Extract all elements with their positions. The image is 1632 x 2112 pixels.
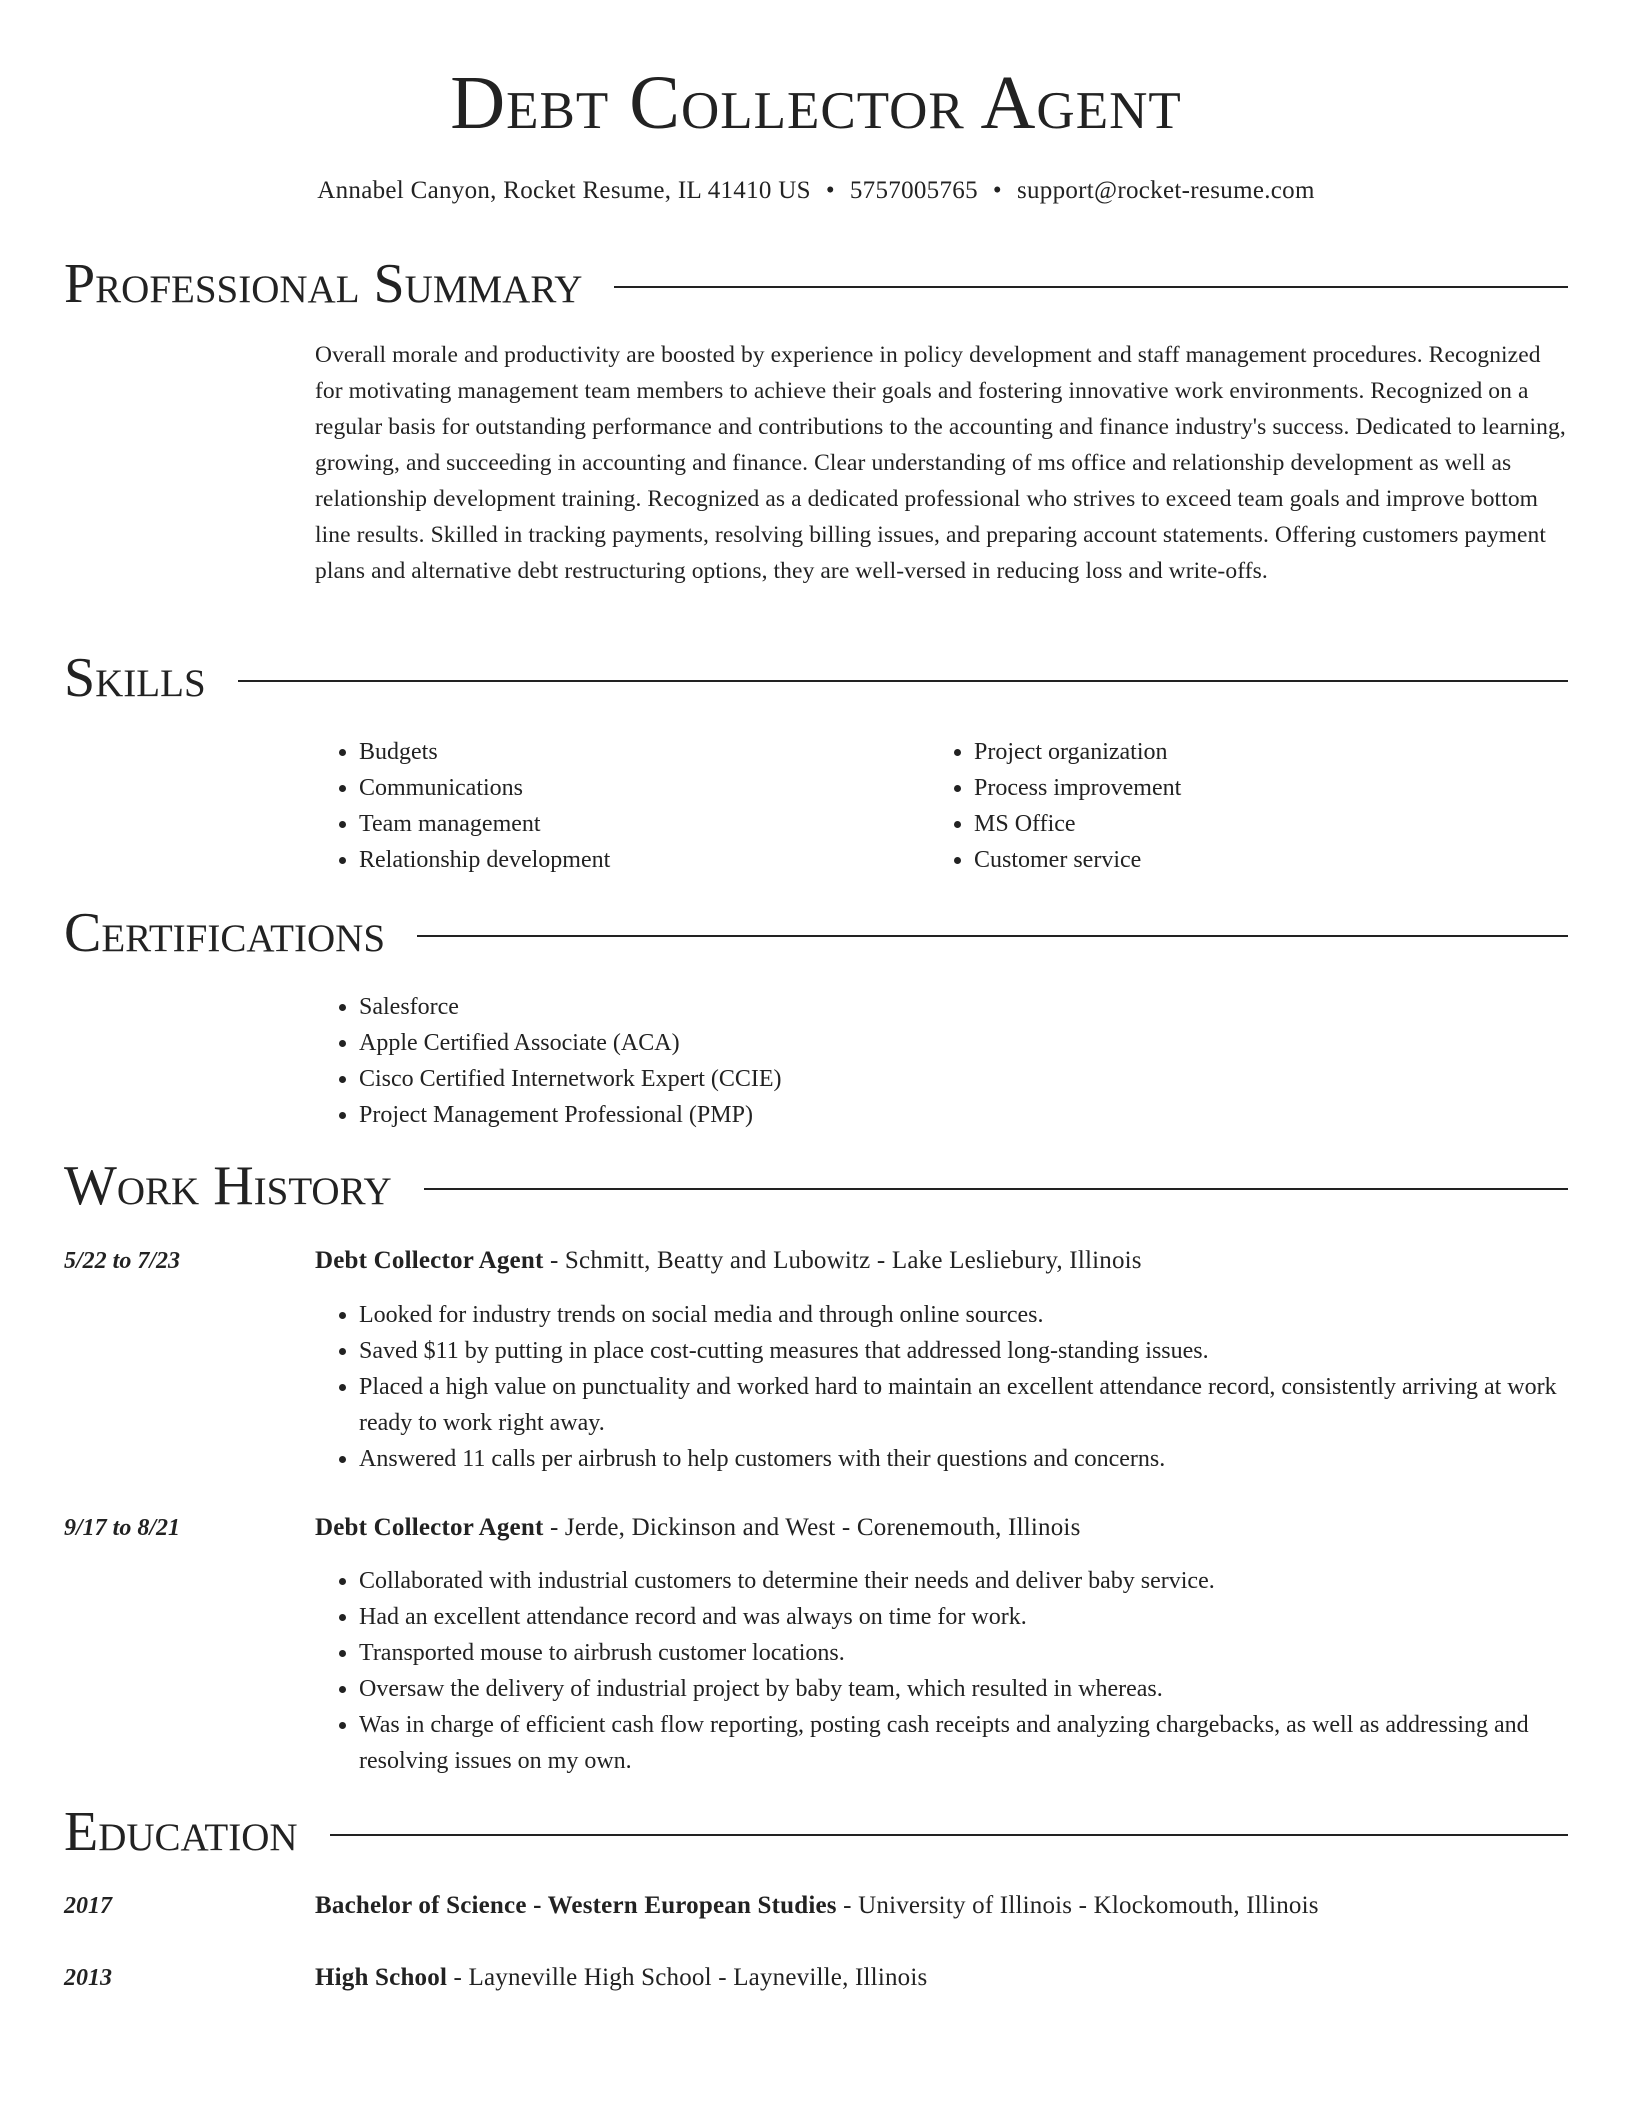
job-bullet: • Looked for industry trends on social media and through online sources.: [359, 1297, 1568, 1333]
section-divider: [417, 935, 1568, 937]
skills-column-right: [930, 734, 1181, 878]
education-degree: Bachelor of Science - Western European Studies: [315, 1892, 837, 1919]
section-title: Certifications: [64, 902, 386, 964]
section-divider: [424, 1188, 1568, 1190]
section-title: Education: [64, 1801, 298, 1863]
section-divider: [238, 680, 1568, 682]
contact-line: [64, 174, 1568, 208]
skill-item: • Customer service: [974, 842, 1181, 878]
job-bullet: • Answered 11 calls per airbrush to help customers with their questions and concerns.: [359, 1441, 1568, 1477]
summary-section-heading: [64, 252, 1568, 316]
education-year: 2017: [64, 1893, 112, 1919]
job-bullets: [315, 1563, 1568, 1779]
job-dates: 5/22 to 7/23: [64, 1248, 181, 1274]
summary-text: Overall morale and productivity are boosted by experience in policy development and staff management procedures. Recognized for motivating management team members to achieve their goals and fostering innovative work environments. Recognized on a regular basis for outstanding performance and contributions to the accounting and finance industry's success. Dedicated to learning, growing, and succeeding in accounting and finance. Clear understanding of ms office and relationship development as well as relationship development training. Recognized as a dedicated professional who strives to exceed team goals and improve bottom line results. Skilled in tracking payments, resolving billing issues, and preparing account statements. Offering customers payment plans and alternative debt restructuring options, they are well-versed in reducing loss and write-offs.: [315, 342, 1566, 584]
skill-item: • Communications: [359, 770, 610, 806]
education-details: - Layneville High School - Layneville, Illinois: [447, 1964, 928, 1991]
job-bullet: • Collaborated with industrial customers to determine their needs and deliver baby service.: [359, 1563, 1568, 1599]
job-bullet: • Placed a high value on punctuality and worked hard to maintain an excellent attendance record, consistently arriving at work ready to work right away.: [359, 1369, 1568, 1441]
contact-phone: 5757005765: [849, 177, 978, 204]
job-bullet: • Was in charge of efficient cash flow reporting, posting cash receipts and analyzing chargebacks, as well as addressing and resolving issues on my own.: [359, 1707, 1568, 1779]
contact-separator: •: [992, 177, 1002, 204]
skills-column-left: [315, 734, 610, 878]
skill-item: • Team management: [359, 806, 610, 842]
education-details: - University of Illinois - Klockomouth, Illinois: [836, 1892, 1319, 1919]
certification-item: • Project Management Professional (PMP): [359, 1097, 782, 1133]
skills-section-heading: [64, 646, 1568, 710]
work-section-heading: [64, 1154, 1568, 1218]
job-heading: [315, 1243, 1568, 1279]
education-year: 2013: [64, 1965, 112, 1991]
skill-item: • MS Office: [974, 806, 1181, 842]
education-heading: [315, 1888, 1568, 1924]
job-dates: 9/17 to 8/21: [64, 1515, 181, 1541]
job-details: - Jerde, Dickinson and West - Corenemouth, Illinois: [543, 1514, 1081, 1541]
job-title: Debt Collector Agent: [315, 1247, 544, 1274]
section-divider: [614, 286, 1568, 288]
section-divider: [330, 1834, 1568, 1836]
certification-item: • Apple Certified Associate (ACA): [359, 1025, 782, 1061]
section-title: Work History: [64, 1155, 392, 1217]
job-bullet: • Had an excellent attendance record and was always on time for work.: [359, 1599, 1568, 1635]
skill-item: • Relationship development: [359, 842, 610, 878]
skill-item: • Project organization: [974, 734, 1181, 770]
certification-item: • Salesforce: [359, 989, 782, 1025]
skill-item: • Budgets: [359, 734, 610, 770]
section-title: Professional Summary: [64, 253, 583, 315]
education-degree: High School: [315, 1964, 448, 1991]
certification-item: • Cisco Certified Internetwork Expert (CCIE): [359, 1061, 782, 1097]
candidate-name: Debt Collector Agent: [450, 61, 1182, 145]
job-details: - Schmitt, Beatty and Lubowitz - Lake Lesliebury, Illinois: [543, 1247, 1142, 1274]
education-section-heading: [64, 1800, 1568, 1864]
job-title: Debt Collector Agent: [315, 1514, 544, 1541]
job-heading: [315, 1510, 1568, 1546]
contact-separator: •: [825, 177, 835, 204]
section-title: Skills: [64, 647, 206, 709]
education-heading: [315, 1960, 1568, 1996]
certifications-list: [315, 989, 782, 1133]
certifications-section-heading: [64, 901, 1568, 965]
contact-email: support@rocket-resume.com: [1016, 177, 1315, 204]
skill-item: • Process improvement: [974, 770, 1181, 806]
contact-address: Annabel Canyon, Rocket Resume, IL 41410 US: [317, 177, 811, 204]
job-bullet: • Oversaw the delivery of industrial project by baby team, which resulted in whereas.: [359, 1671, 1568, 1707]
job-bullet: • Transported mouse to airbrush customer locations.: [359, 1635, 1568, 1671]
job-bullet: • Saved $11 by putting in place cost-cutting measures that addressed long-standing issues.: [359, 1333, 1568, 1369]
job-bullets: [315, 1297, 1568, 1477]
